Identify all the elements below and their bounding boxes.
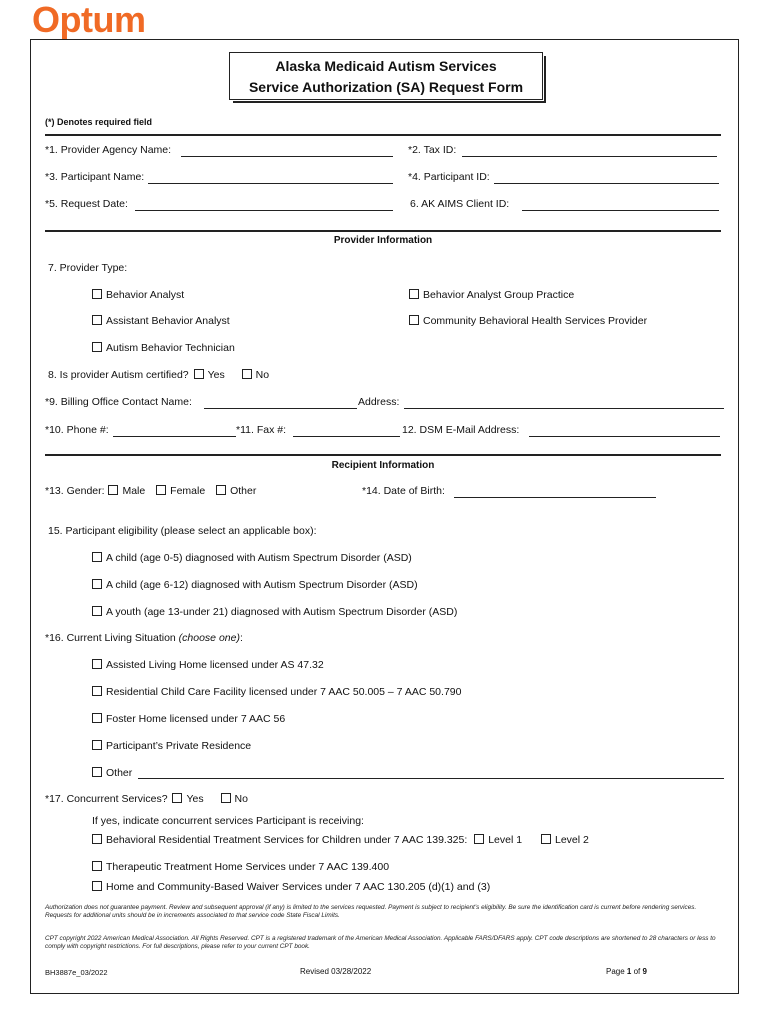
checkbox[interactable] [92,342,102,352]
revised-date: Revised 03/28/2022 [300,967,372,976]
certified-no-label: No [255,369,270,381]
living-option-other[interactable]: Other [92,767,132,779]
concurrent-note: If yes, indicate concurrent services Participant is receiving: [92,815,364,827]
concurrent-question [45,793,248,805]
divider [45,134,721,136]
participant-name-field[interactable] [148,183,393,184]
living-option[interactable]: Assisted Living Home licensed under AS 47.32 [92,659,324,671]
provider-agency-label: *1. Provider Agency Name: [45,144,172,156]
checkbox[interactable] [92,289,102,299]
checkbox[interactable] [92,552,102,562]
phone-field[interactable] [113,436,236,437]
provider-section-divider [45,230,721,232]
level1-checkbox[interactable] [474,834,484,844]
level2-label: Level 2 [554,834,589,846]
concurrent-no-checkbox[interactable] [221,793,231,803]
aims-client-id-field[interactable] [522,210,719,211]
request-date-label: *5. Request Date: [45,198,128,210]
gender-label: *13. Gender: [45,485,105,497]
assistant-analyst-option[interactable]: Assistant Behavior Analyst [92,315,230,327]
checkbox[interactable] [92,713,102,723]
certified-label: 8. Is provider Autism certified? [48,369,189,381]
eligibility-option[interactable]: A youth (age 13-under 21) diagnosed with Autism Spectrum Disorder (ASD) [92,606,457,618]
certified-question [48,369,269,381]
fax-field[interactable] [293,436,400,437]
participant-id-field[interactable] [494,183,719,184]
recipient-section-heading: Recipient Information [331,460,435,471]
technician-option[interactable]: Autism Behavior Technician [92,342,235,354]
phone-label: *10. Phone #: [45,424,109,436]
provider-agency-field[interactable] [181,156,393,157]
living-option[interactable]: Foster Home licensed under 7 AAC 56 [92,713,285,725]
page-number: Page 1 of 9 [606,967,647,976]
checkbox[interactable] [92,659,102,669]
eligibility-option[interactable]: A child (age 6-12) diagnosed with Autism Spectrum Disorder (ASD) [92,579,418,591]
billing-contact-field[interactable] [204,408,357,409]
checkbox[interactable] [92,861,102,871]
behavior-analyst-option[interactable]: Behavior Analyst [92,289,184,301]
level2-checkbox[interactable] [541,834,551,844]
request-date-field[interactable] [135,210,393,211]
dob-field[interactable] [454,497,656,498]
checkbox[interactable] [92,606,102,616]
dsm-email-field[interactable] [529,436,720,437]
participant-id-label: *4. Participant ID: [408,171,490,183]
level1-label: Level 1 [488,834,523,846]
gender-female-label: Female [170,485,206,497]
living-option[interactable]: Residential Child Care Facility licensed under 7 AAC 50.005 – 7 AAC 50.790 [92,686,461,698]
participant-name-label: *3. Participant Name: [45,171,145,183]
concurrent-residential-option[interactable]: Behavioral Residential Treatment Services for Children under 7 AAC 139.325: Level 1 Level 2 [92,834,589,846]
gender-other-label: Other [230,485,257,497]
group-practice-option[interactable]: Behavior Analyst Group Practice [409,289,574,301]
gender-question [45,485,256,497]
tax-id-label: *2. Tax ID: [408,144,457,156]
gender-female-checkbox[interactable] [156,485,166,495]
concurrent-therapeutic-option[interactable]: Therapeutic Treatment Home Services under 7 AAC 139.400 [92,861,389,873]
cpt-copyright: CPT copyright 2022 American Medical Association. All Rights Reserved. CPT is a registered trademark of the American Medical Association. Applicable FARS/DFARS apply. CPT code descriptions are shortened to 28 characters or less to comply with copyright restrictions. For full descriptions, please refer to your current CPT book. [45,935,716,950]
checkbox[interactable] [92,686,102,696]
dob-label: *14. Date of Birth: [362,485,445,497]
checkbox[interactable] [409,315,419,325]
form-title-line1: Alaska Medicaid Autism Services [275,58,497,74]
authorization-disclaimer: Authorization does not guarantee payment. Review and subsequent approval (if any) is limited to the services requested. Payment is subject to recipient’s eligibility. Be sure the identification card is current before rendering services. Requests for additional units should be in increments associated to that service code State Fiscal Limits. [45,904,697,919]
eligibility-label: 15. Participant eligibility (please select an applicable box): [48,525,317,537]
required-note: (*) Denotes required field [45,117,153,127]
aims-client-id-label: 6. AK AIMS Client ID: [410,198,510,210]
gender-male-label: Male [122,485,146,497]
living-option[interactable]: Participant’s Private Residence [92,740,251,752]
concurrent-yes-label: Yes [186,793,204,805]
concurrent-no-label: No [234,793,248,805]
address-field[interactable] [404,408,724,409]
checkbox[interactable] [92,579,102,589]
eligibility-option[interactable]: A child (age 0-5) diagnosed with Autism Spectrum Disorder (ASD) [92,552,412,564]
provider-section-heading: Provider Information [333,235,433,246]
living-situation-label: *16. Current Living Situation (choose one): [45,632,243,644]
gender-male-checkbox[interactable] [108,485,118,495]
certified-yes-label: Yes [207,369,225,381]
living-other-field[interactable] [138,778,724,779]
community-provider-option[interactable]: Community Behavioral Health Services Provider [409,315,647,327]
checkbox[interactable] [92,834,102,844]
form-code: BH3887e_03/2022 [45,968,108,977]
provider-type-label: 7. Provider Type: [48,262,128,274]
fax-label: *11. Fax #: [236,424,286,436]
concurrent-yes-checkbox[interactable] [172,793,182,803]
form-title-box [229,52,543,100]
gender-other-checkbox[interactable] [216,485,226,495]
checkbox[interactable] [92,740,102,750]
concurrent-waiver-option[interactable]: Home and Community-Based Waiver Services under 7 AAC 130.205 (d)(1) and (3) [92,881,490,893]
checkbox[interactable] [92,767,102,777]
concurrent-label: *17. Concurrent Services? [45,793,168,805]
dsm-email-label: 12. DSM E-Mail Address: [402,424,520,436]
form-title-line2: Service Authorization (SA) Request Form [248,79,524,95]
address-label: Address: [358,396,400,408]
recipient-section-divider [45,454,721,456]
tax-id-field[interactable] [462,156,717,157]
checkbox[interactable] [92,881,102,891]
certified-yes-checkbox[interactable] [194,369,204,379]
optum-logo: Optum [32,0,146,40]
certified-no-checkbox[interactable] [242,369,252,379]
checkbox[interactable] [92,315,102,325]
checkbox[interactable] [409,289,419,299]
billing-contact-label: *9. Billing Office Contact Name: [45,396,192,408]
